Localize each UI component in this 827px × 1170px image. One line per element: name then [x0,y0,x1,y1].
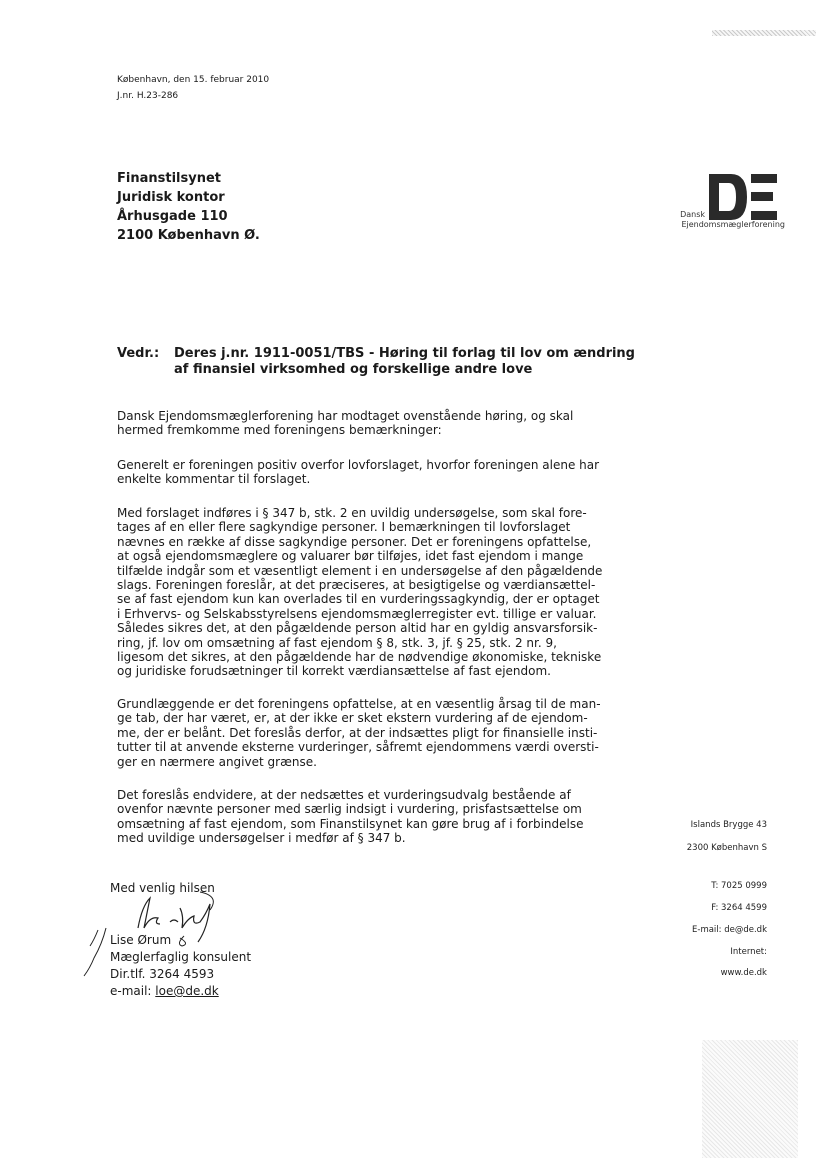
scan-artifact-bottom [702,1040,798,1158]
text-line: tages af en eller flere sagkyndige personer. I bemærkningen til lovforslaget [117,520,571,535]
sender-email-line [110,983,251,1000]
recipient-name: Finanstilsynet [117,171,221,186]
body-paragraph-1 [117,409,622,438]
text-line: ligesom det sikres, at den pågældende har de nødvendige økonomiske, tekniske [117,650,602,665]
text-line: ovenfor nævnte personer med særlig indsigt i vurdering, prisfastsættelse om [117,802,582,817]
subject-line: Deres j.nr. 1911-0051/TBS - Høring til forlag til lov om ændring [174,346,635,361]
sender-title: Mæglerfaglig konsulent [110,950,252,964]
sender-name: Lise Ørum [110,933,172,947]
text-line: Således sikres det, at den pågældende person altid har en gyldig ansvarsforsik- [117,621,598,636]
closing-phrase: Med venlig hilsen [110,881,215,895]
text-line: ge tab, der har været, er, at der ikke er sket ekstern vurdering af de ejendom- [117,711,588,726]
text-line: slags. Foreningen foreslår, at det præciseres, at besigtigelse og værdiansættel- [117,578,596,593]
sender-block [110,932,251,1000]
email-link[interactable]: loe@de.dk [155,984,219,998]
sidebar-web[interactable]: www.de.dk [720,968,767,978]
sidebar-street: Islands Brygge 43 [690,820,767,830]
text-line: ger en nærmere angivet grænse. [117,754,317,769]
text-line: me, der er belånt. Det foreslås derfor, at der indsættes pligt for finansielle insti- [117,725,598,740]
subject-line: af finansiel virksomhed og forskellige andre love [174,362,533,377]
de-logo-mark [705,172,779,222]
text-line: enkelte kommentar til forslaget. [117,472,311,487]
sender-phone: Dir.tlf. 3264 4593 [110,967,215,981]
text-line: tilfælde indgår som et væsentligt element i en undersøgelse af den pågældende [117,563,603,578]
text-line: Generelt er foreningen positiv overfor lovforslaget, hvorfor foreningen alene har [117,458,600,472]
text-line: Med forslaget indføres i § 347 b, stk. 2 en uvildig undersøgelse, som skal fore- [117,506,587,520]
logo-text-forening: Ejendomsmæglerforening [681,220,785,229]
text-line: nævnes en række af disse sagkyndige personer. Det er foreningens opfattelse, [117,534,592,549]
sidebar-internet-label: Internet: [730,947,767,957]
recipient-city: 2100 København Ø. [117,228,260,243]
logo-text-dansk: Dansk [680,210,705,219]
subject-label: Vedr.: [117,346,160,361]
text-line: i Erhvervs- og Selskabsstyrelsens ejendomsmæglerregister evt. tillige er valuar. [117,606,597,621]
text-line: tutter til at anvende eksterne vurderinger, såfremt ejendommens værdi oversti- [117,740,599,755]
text-line: Dansk Ejendomsmæglerforening har modtaget ovenstående høring, og skal [117,409,574,423]
recipient-department: Juridisk kontor [117,190,225,205]
email-prefix: e-mail: [110,984,156,998]
date-line: København, den 15. februar 2010 [117,75,270,85]
sidebar-city: 2300 København S [686,843,767,853]
scan-artifact-top [712,30,816,36]
text-line: og juridiske forudsætninger til korrekt værdiansættelse af fast ejendom. [117,664,551,679]
body-paragraph-3 [117,506,622,679]
recipient-address [117,169,260,245]
sidebar-tel: T: 7025 0999 [711,881,767,891]
body-paragraph-5 [117,788,622,846]
text-line: se af fast ejendom kun kan overlades til en vurderingssagkyndig, der er optaget [117,592,600,607]
sidebar-email[interactable]: E-mail: de@de.dk [692,925,767,935]
text-line: at også ejendomsmæglere og valuarer bør tilføjes, idet fast ejendom i mange [117,549,584,564]
text-line: med uvildige undersøgelser i medfør af § 347 b. [117,831,406,846]
body-paragraph-4 [117,697,622,769]
text-line: omsætning af fast ejendom, som Finanstilsynet kan gøre brug af i forbindelse [117,816,584,831]
text-line: Det foreslås endvidere, at der nedsættes et vurderingsudvalg bestående af [117,788,571,802]
text-line: hermed fremkomme med foreningens bemærkninger: [117,423,442,438]
organization-logo [645,172,785,234]
reference-number: J.nr. H.23-286 [117,91,179,101]
recipient-street: Århusgade 110 [117,209,228,224]
text-line: Grundlæggende er det foreningens opfattelse, at en væsentlig årsag til de man- [117,697,601,711]
sidebar-fax: F: 3264 4599 [711,903,767,913]
body-paragraph-2 [117,458,622,487]
subject-text [174,346,654,378]
text-line: ring, jf. lov om omsætning af fast ejendom § 8, stk. 3, jf. § 25, stk. 2 nr. 9, [117,635,557,650]
